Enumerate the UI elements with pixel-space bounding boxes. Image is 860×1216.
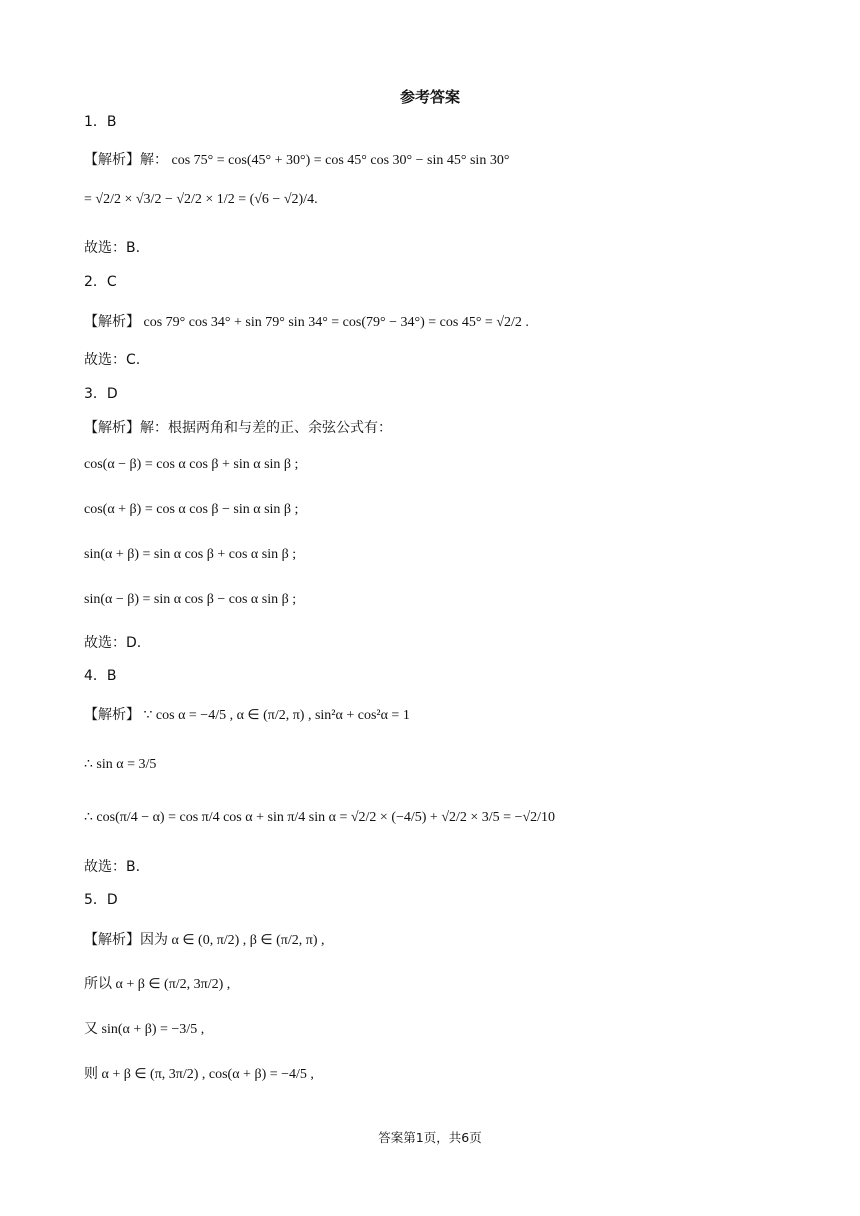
q3-formula-2: cos(α + β) = cos α cos β − sin α sin β ;: [84, 502, 299, 517]
q3-formula-3: sin(α + β) = sin α cos β + cos α sin β ;: [84, 547, 297, 562]
q2-header: 2．C: [84, 274, 117, 290]
q4-formula3: ∴ cos(π/4 − α) = cos π/4 cos α + sin π/4 sin α = √2/2 × (−4/5) + √2/2 × 3/5 = −√2/10: [84, 810, 556, 825]
q3-header: 3．D: [84, 386, 118, 402]
analysis-tag: 【解析】: [84, 707, 140, 723]
q2-answer: 故选：C.: [84, 352, 141, 368]
q5-formula3: 又 sin(α + β) = −3/5 ,: [84, 1022, 205, 1037]
page-footer: 答案第1页，共6页: [378, 1130, 482, 1145]
q4-formula2: ∴ sin α = 3/5: [84, 757, 157, 772]
analysis-tag: 【解析】: [84, 152, 140, 168]
q5-formula1: 因为 α ∈ (0, π/2) , β ∈ (π/2, π) ,: [140, 933, 325, 948]
analysis-tag: 【解析】: [84, 314, 140, 330]
q4-formula1: ∵ cos α = −4/5 , α ∈ (π/2, π) , sin²α + cos²α = 1: [143, 708, 410, 723]
q1-answer: 故选：B.: [84, 240, 141, 256]
q4-header: 4．B: [84, 668, 117, 684]
q3-formula-1: cos(α − β) = cos α cos β + sin α sin β ;: [84, 457, 299, 472]
q1-formula2: = √2/2 × √3/2 − √2/2 × 1/2 = (√6 − √2)/4.: [84, 192, 318, 207]
q1-line1: [84, 150, 509, 171]
q1-header: 1．B: [84, 114, 117, 130]
q3-intro: 解：根据两角和与差的正、余弦公式有：: [140, 420, 392, 436]
q3-answer: 故选：D.: [84, 635, 142, 651]
q5-formula2: 所以 α + β ∈ (π/2, 3π/2) ,: [84, 977, 231, 992]
q5-header: 5．D: [84, 892, 118, 908]
q3-formula-4: sin(α − β) = sin α cos β − cos α sin β ;: [84, 592, 297, 607]
q4-answer: 故选：B.: [84, 859, 141, 875]
analysis-tag: 【解析】: [84, 420, 140, 436]
page-title: 参考答案: [399, 88, 460, 106]
q1-formula1: cos 75° = cos(45° + 30°) = cos 45° cos 30° − sin 45° sin 30°: [171, 153, 510, 168]
q1-jie: 解：: [140, 152, 168, 168]
q2-formula: cos 79° cos 34° + sin 79° sin 34° = cos(79° − 34°) = cos 45° = √2/2 .: [143, 315, 529, 330]
q5-formula4: 则 α + β ∈ (π, 3π/2) , cos(α + β) = −4/5 ,: [84, 1067, 314, 1082]
q5-line1: [84, 930, 324, 951]
q2-line1: [84, 312, 529, 333]
q4-line1: [84, 705, 410, 726]
q3-intro-line: [84, 418, 392, 439]
analysis-tag: 【解析】: [84, 932, 140, 948]
